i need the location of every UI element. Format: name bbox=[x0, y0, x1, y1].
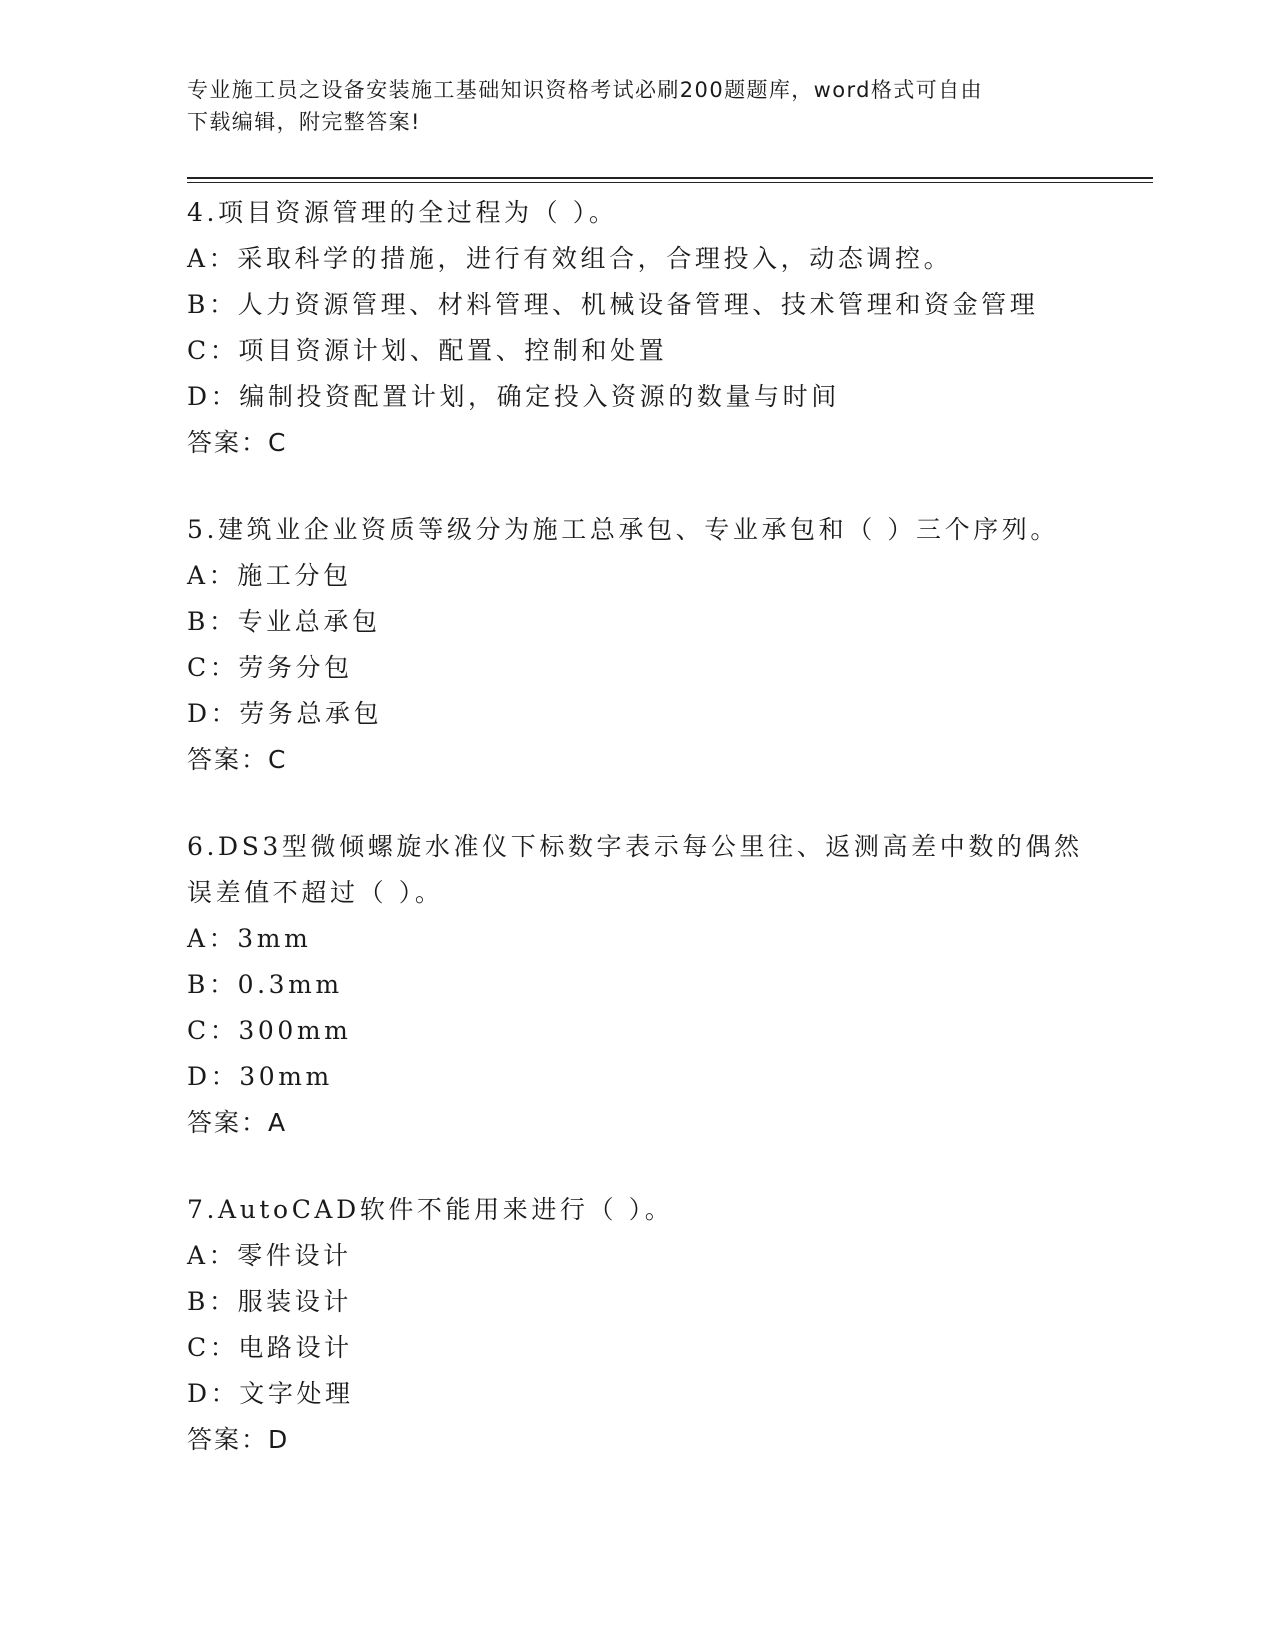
answer-label: 答案：A bbox=[187, 1108, 288, 1137]
option-b: B：服装设计 bbox=[187, 1287, 352, 1316]
option-b: B：0.3mm bbox=[187, 970, 343, 999]
answer-label: 答案：D bbox=[187, 1425, 290, 1454]
option-c: C：300mm bbox=[187, 1016, 352, 1045]
option-a: A：零件设计 bbox=[187, 1241, 352, 1270]
option-b: B：人力资源管理、材料管理、机械设备管理、技术管理和资金管理 bbox=[187, 290, 1039, 319]
option-a: A：施工分包 bbox=[187, 561, 352, 590]
option-b: B：专业总承包 bbox=[187, 607, 381, 636]
question-stem: 4.项目资源管理的全过程为（ ）。 bbox=[187, 198, 618, 227]
option-c: C：电路设计 bbox=[187, 1333, 353, 1362]
question-stem-line-1: 6.DS3型微倾螺旋水准仪下标数字表示每公里往、返测高差中数的偶然 bbox=[187, 832, 1083, 861]
header-rule-thick bbox=[187, 177, 1153, 179]
header-line-2: 下载编辑，附完整答案! bbox=[187, 110, 421, 134]
question-5 bbox=[187, 507, 1087, 783]
question-stem: 7.AutoCAD软件不能用来进行（ ）。 bbox=[187, 1195, 674, 1224]
option-d: D：劳务总承包 bbox=[187, 699, 383, 728]
question-list bbox=[187, 190, 1087, 1504]
answer-label: 答案：C bbox=[187, 745, 288, 774]
option-c: C：劳务分包 bbox=[187, 653, 353, 682]
header-line-1: 专业施工员之设备安装施工基础知识资格考试必刷200题题库，word格式可自由 bbox=[187, 78, 983, 102]
question-7 bbox=[187, 1187, 1087, 1463]
header-rule-thin bbox=[187, 182, 1153, 183]
question-stem-line-2: 误差值不超过（ ）。 bbox=[187, 878, 444, 907]
answer-label: 答案：C bbox=[187, 428, 288, 457]
question-4 bbox=[187, 190, 1087, 466]
option-c: C：项目资源计划、配置、控制和处置 bbox=[187, 336, 668, 365]
option-a: A：采取科学的措施，进行有效组合，合理投入，动态调控。 bbox=[187, 244, 953, 273]
option-d: D：30mm bbox=[187, 1062, 333, 1091]
option-d: D：编制投资配置计划，确定投入资源的数量与时间 bbox=[187, 382, 840, 411]
question-stem: 5.建筑业企业资质等级分为施工总承包、专业承包和（ ）三个序列。 bbox=[187, 515, 1060, 544]
option-a: A：3mm bbox=[187, 924, 312, 953]
question-6 bbox=[187, 824, 1087, 1146]
document-header bbox=[187, 74, 1087, 138]
option-d: D：文字处理 bbox=[187, 1379, 354, 1408]
